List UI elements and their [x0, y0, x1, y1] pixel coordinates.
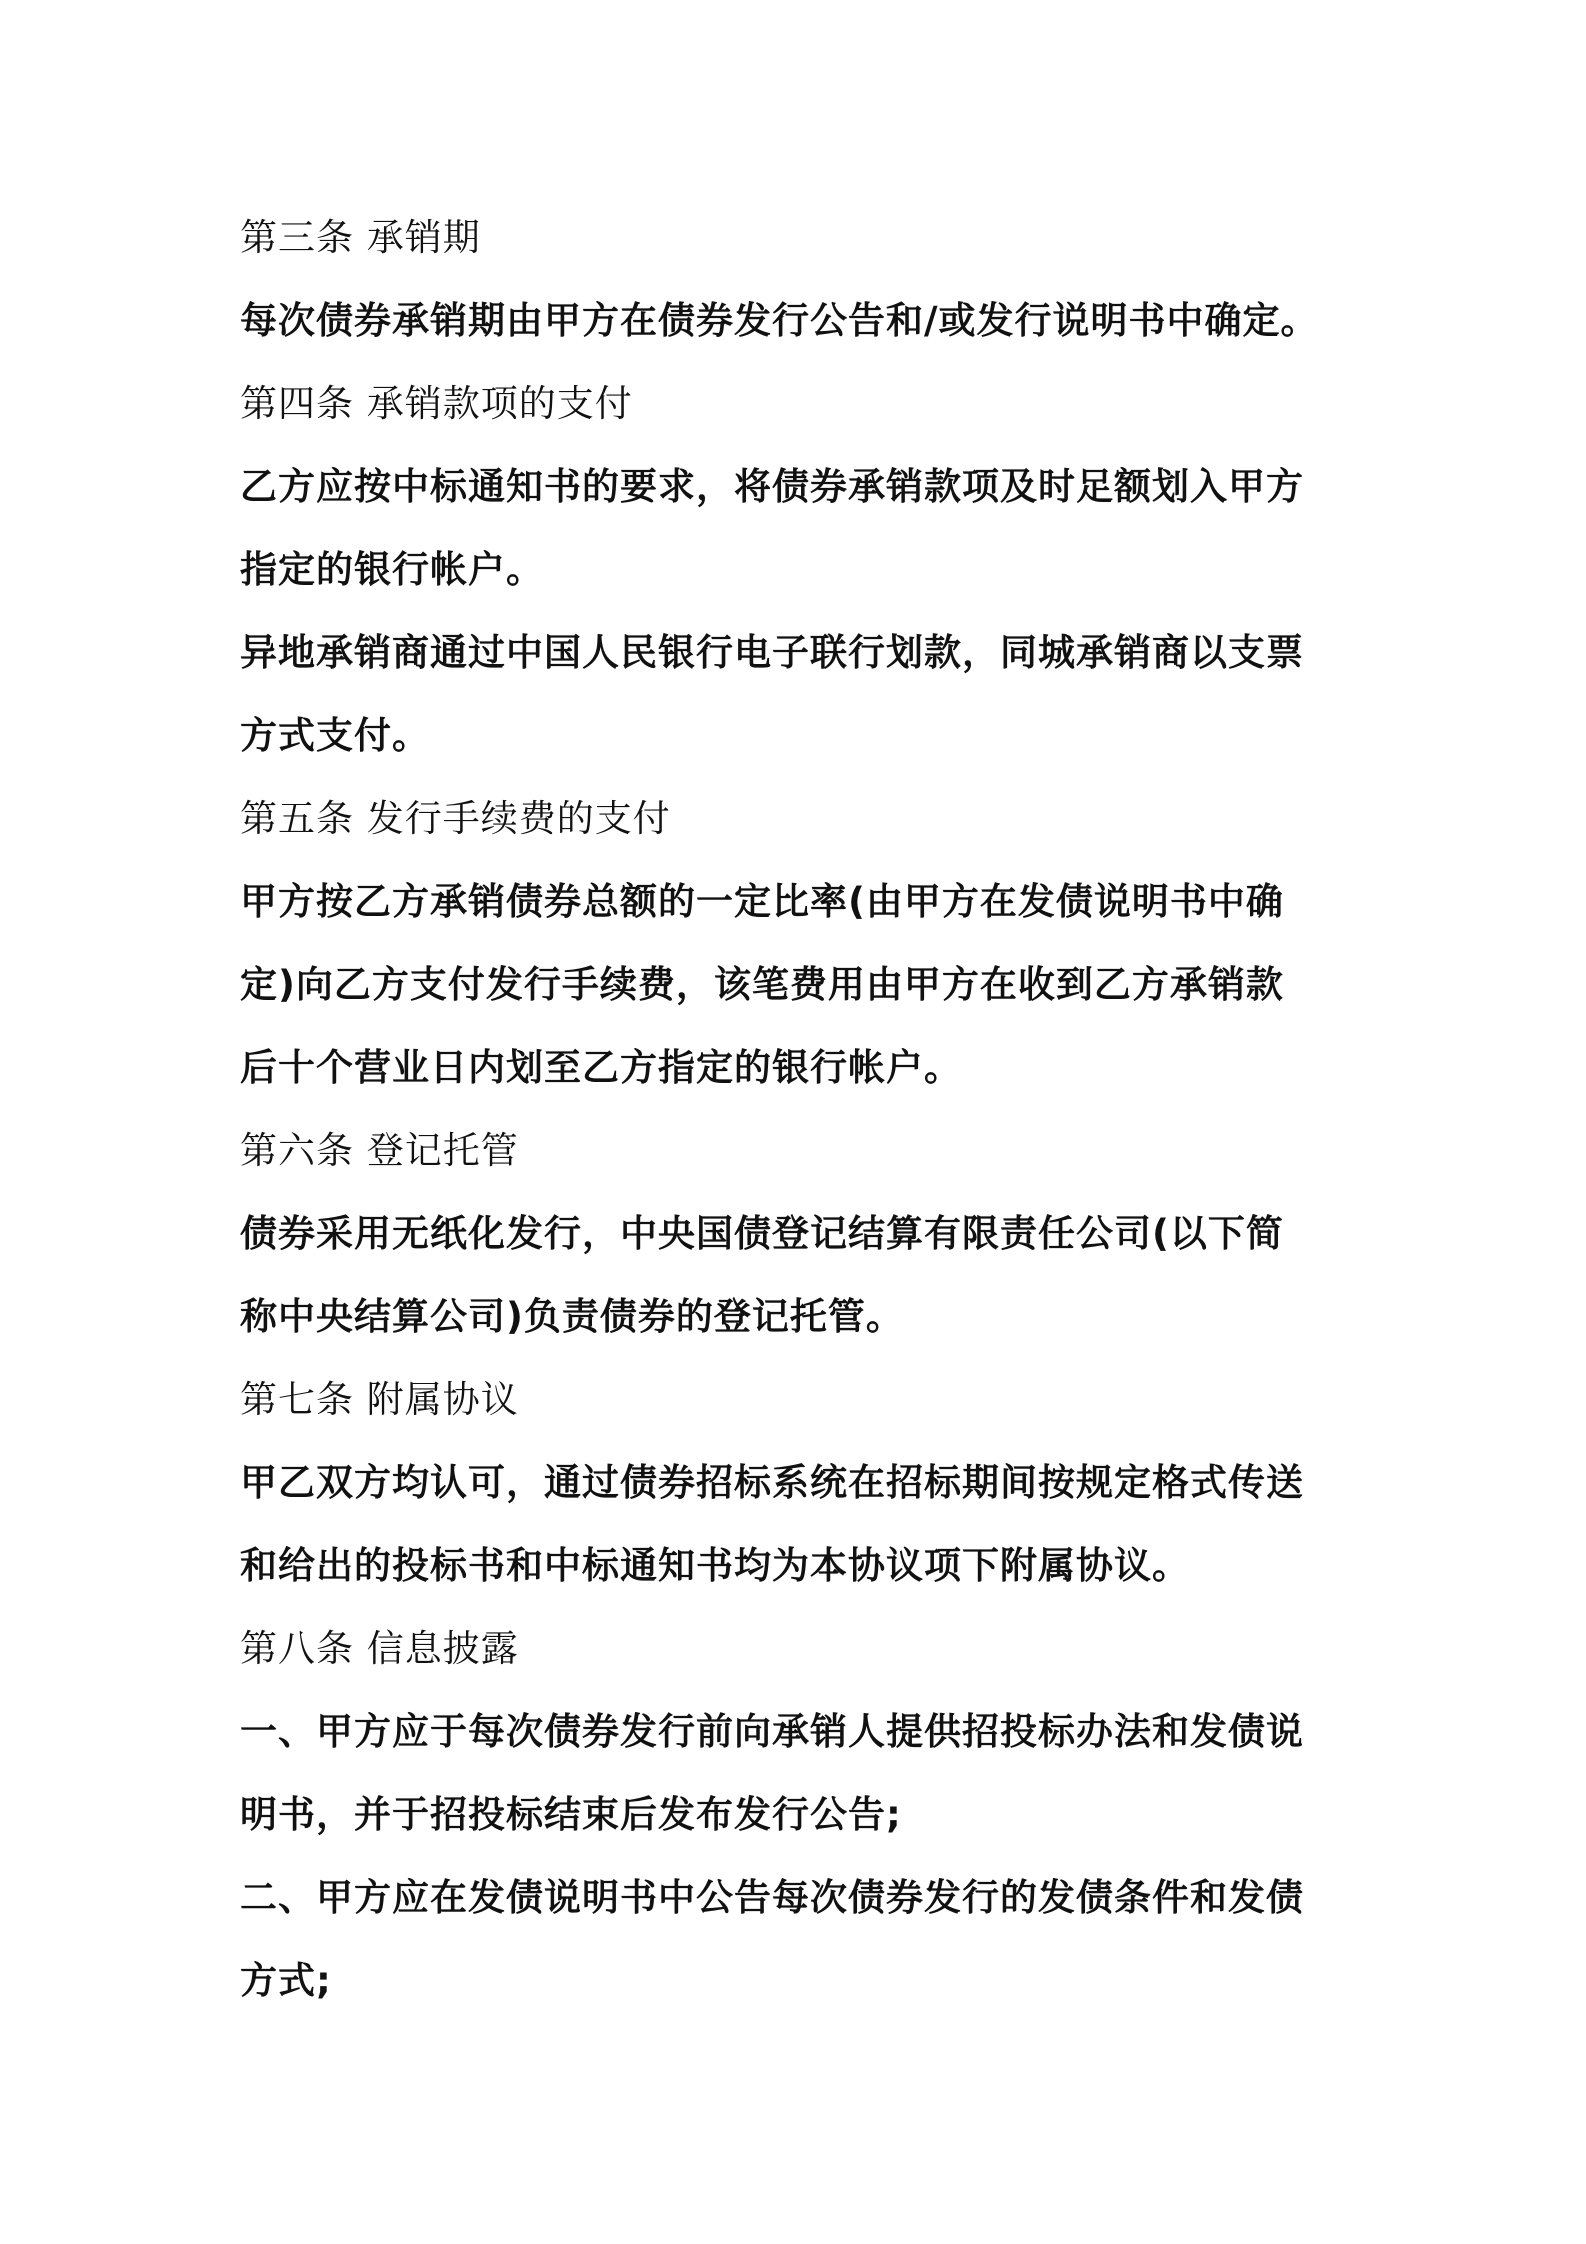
- article-6-paragraph-line: 债券采用无纸化发行，中央国债登记结算有限责任公司(以下简: [240, 1212, 1284, 1255]
- article-6-paragraph-line: 称中央结算公司)负责债券的登记托管。: [240, 1295, 904, 1338]
- article-4-paragraph-line: 异地承销商通过中国人民银行电子联行划款，同城承销商以支票: [240, 631, 1304, 674]
- article-8-paragraph-line: 二、甲方应在发债说明书中公告每次债券发行的发债条件和发债: [240, 1876, 1304, 1919]
- document-body: [240, 196, 1360, 2022]
- article-4-paragraph-line: 方式支付。: [240, 714, 430, 757]
- article-3-heading: 第三条 承销期: [240, 216, 481, 259]
- article-8-paragraph-line: 明书，并于招投标结束后发布发行公告;: [240, 1793, 902, 1836]
- article-5-heading: 第五条 发行手续费的支付: [240, 797, 671, 840]
- article-8-paragraph-line: 一、甲方应于每次债券发行前向承销人提供招投标办法和发债说: [240, 1710, 1304, 1753]
- article-7-heading: 第七条 附属协议: [240, 1378, 519, 1421]
- article-4-heading: 第四条 承销款项的支付: [240, 382, 633, 425]
- article-3-paragraph-line: 每次债券承销期由甲方在债券发行公告和/或发行说明书中确定。: [240, 299, 1319, 342]
- article-6-heading: 第六条 登记托管: [240, 1129, 519, 1172]
- article-7-paragraph-line: 和给出的投标书和中标通知书均为本协议项下附属协议。: [240, 1544, 1190, 1587]
- article-4-paragraph-line: 指定的银行帐户。: [240, 548, 544, 591]
- article-5-paragraph-line: 定)向乙方支付发行手续费，该笔费用由甲方在收到乙方承销款: [240, 963, 1284, 1006]
- article-8-paragraph-line: 方式;: [240, 1959, 332, 2002]
- article-5-paragraph-line: 甲方按乙方承销债券总额的一定比率(由甲方在发债说明书中确: [240, 880, 1284, 923]
- article-7-paragraph-line: 甲乙双方均认可，通过债券招标系统在招标期间按规定格式传送: [240, 1461, 1304, 1504]
- article-4-paragraph-line: 乙方应按中标通知书的要求，将债券承销款项及时足额划入甲方: [240, 465, 1304, 508]
- article-8-heading: 第八条 信息披露: [240, 1627, 519, 1670]
- article-5-paragraph-line: 后十个营业日内划至乙方指定的银行帐户。: [240, 1046, 962, 1089]
